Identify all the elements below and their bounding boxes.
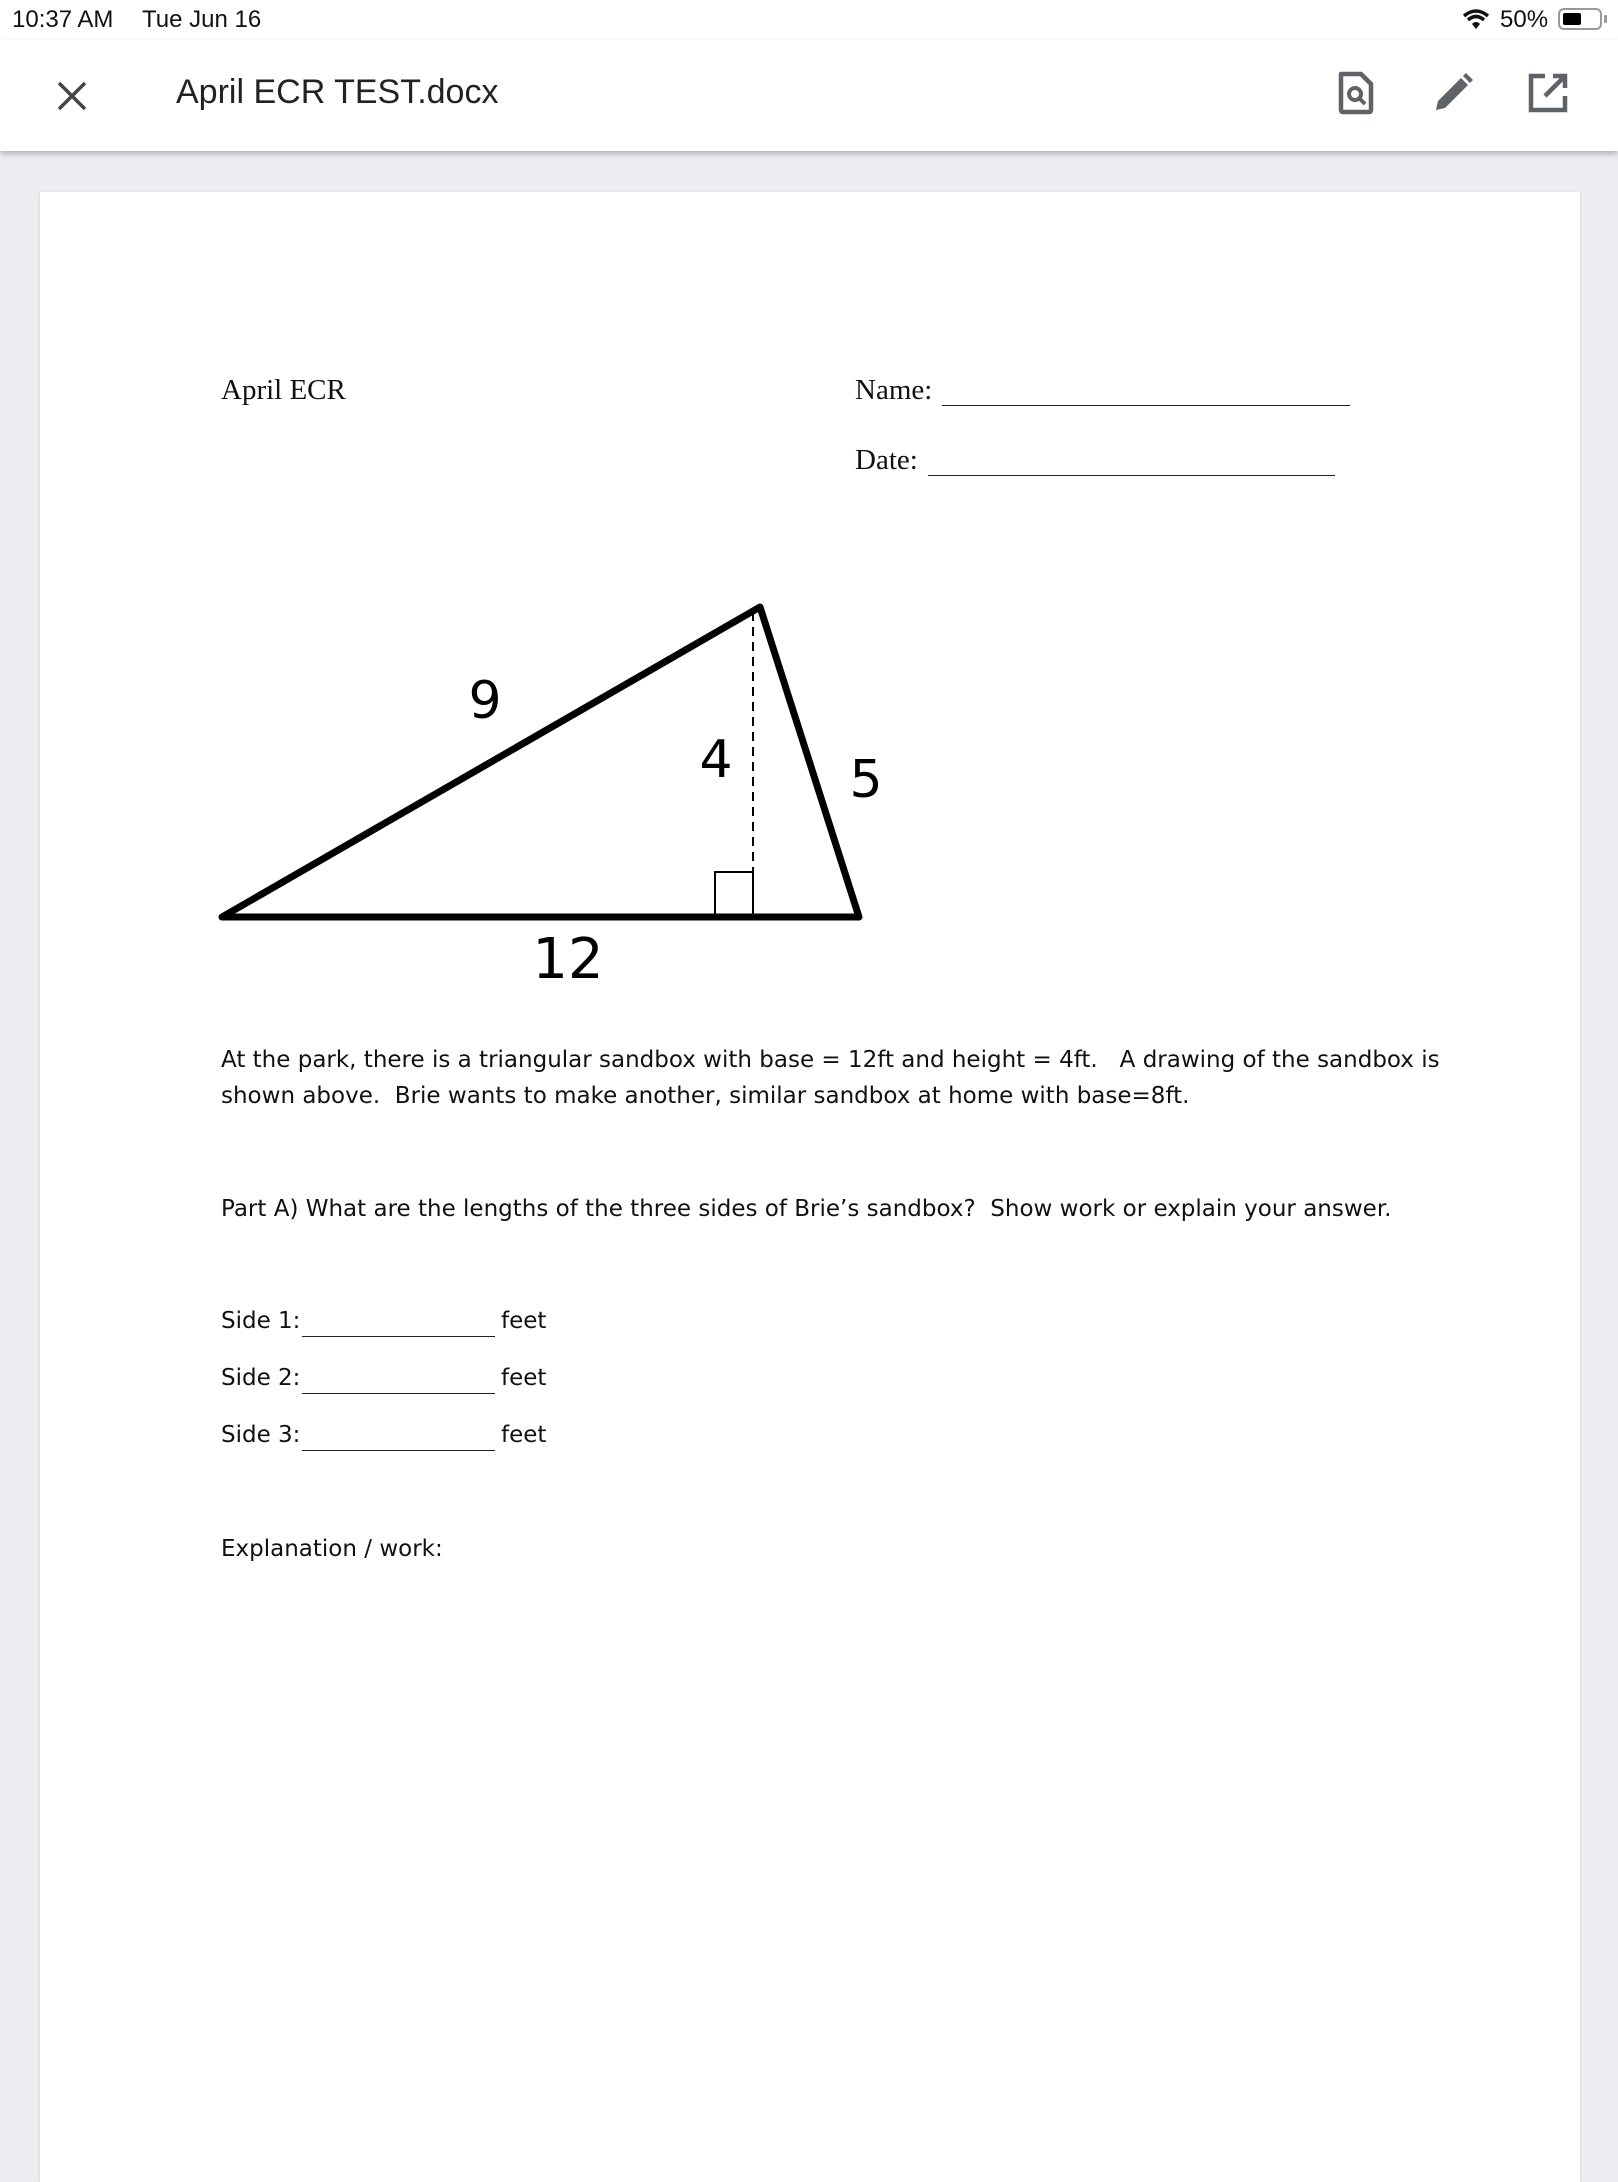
battery-percent: 50% bbox=[1500, 6, 1549, 33]
status-date: Tue Jun 16 bbox=[142, 6, 262, 33]
triangle-shape bbox=[222, 607, 859, 917]
problem-text-line2: shown above. Brie wants to make another, similar sandbox at home with base=8ft. bbox=[221, 1083, 1190, 1109]
side-1-answer-line bbox=[302, 1336, 495, 1337]
status-time: 10:37 AM bbox=[12, 6, 114, 33]
side-2-unit: feet bbox=[501, 1365, 547, 1391]
side-3-label: Side 3: bbox=[221, 1422, 301, 1448]
date-label: Date: bbox=[855, 444, 918, 476]
label-side-5: 5 bbox=[849, 750, 883, 810]
label-base-12: 12 bbox=[532, 927, 604, 992]
side-2-label: Side 2: bbox=[221, 1365, 301, 1391]
label-side-9: 9 bbox=[468, 671, 502, 731]
triangle-figure bbox=[0, 0, 1618, 1000]
part-a-question: Part A) What are the lengths of the three sides of Brie’s sandbox? Show work or explain your answer. bbox=[221, 1196, 1392, 1222]
name-label: Name: bbox=[855, 374, 933, 406]
explanation-label: Explanation / work: bbox=[221, 1536, 443, 1562]
side-2-answer-line bbox=[302, 1393, 495, 1394]
side-1-label: Side 1: bbox=[221, 1308, 301, 1334]
label-height-4: 4 bbox=[699, 730, 733, 790]
document-title: April ECR TEST.docx bbox=[176, 73, 499, 111]
right-angle-marker bbox=[715, 872, 753, 917]
problem-text-line1: At the park, there is a triangular sandbox with base = 12ft and height = 4ft. A drawing of the sandbox is bbox=[221, 1047, 1440, 1073]
side-3-answer-line bbox=[302, 1450, 495, 1451]
side-3-unit: feet bbox=[501, 1422, 547, 1448]
document-heading: April ECR bbox=[221, 374, 346, 406]
side-1-unit: feet bbox=[501, 1308, 547, 1334]
